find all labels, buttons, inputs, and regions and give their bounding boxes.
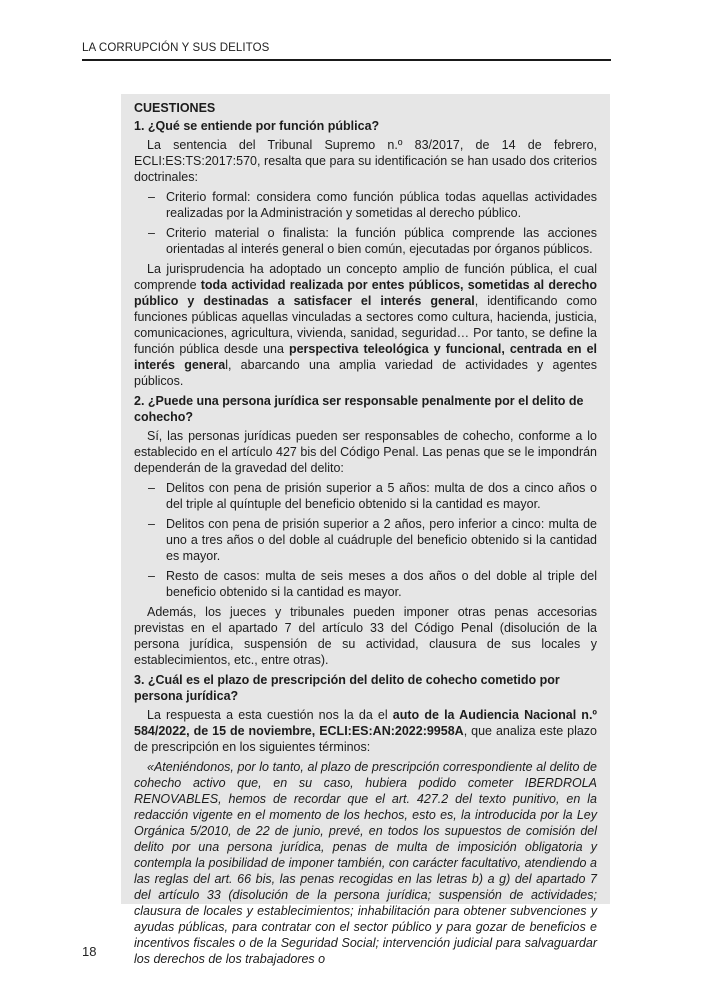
question-2-intro: Sí, las personas jurídicas pueden ser responsables de cohecho, conforme a lo establecido en el artículo 427 bis del Código Penal. Las penas que se le impondrán dependerán de la gravedad del delito: bbox=[134, 429, 597, 475]
penalties-list bbox=[134, 480, 597, 600]
list-item: – Criterio material o finalista: la función pública comprende las acciones orientadas al interés general o bien común, ejecutadas por órganos públicos. bbox=[134, 225, 597, 257]
question-1-heading: 1. ¿Qué se entiende por función pública? bbox=[134, 119, 380, 133]
criteria-list bbox=[134, 189, 597, 257]
question-3-heading: 3. ¿Cuál es el plazo de prescripción del delito de cohecho cometido por persona jurídica? bbox=[134, 673, 560, 703]
box-title: CUESTIONES bbox=[134, 101, 216, 115]
question-3-intro bbox=[134, 707, 597, 755]
quoted-ruling: «Ateniéndonos, por lo tanto, al plazo de prescripción correspondiente al delito de cohecho activo que, en su caso, hubiera podido cometer IBERDROLA RENOVABLES, hemos de recordar que el art. 427.2 del texto punitivo, en la redacción vigente en el momento de los hechos, esto es, la introducida por la Ley Orgánica 5/2010, de 22 de junio, prevé, en todos los supuestos de comisión del delito por una persona jurídica, penas de multa de imposición obligatoria y contempla la posibilidad de imponer también, con carácter facultativo, atendiendo a las reglas del art. 66 bis, las penas recogidas en las letras b) a g) del apartado 7 del artículo 33 (disolución de la persona jurídica; suspensión de actividades; clausura de locales y establecimientos; inhabilitación para obtener subvenciones y ayudas públicas, para contratar con el sector público y para gozar de beneficios e incentivos fiscales o de la Seguridad Social; intervención judicial para salvaguardar los derechos de los trabajadores o bbox=[134, 760, 597, 966]
text-run: , que analiza este plazo de prescripción en los siguientes términos: bbox=[134, 724, 598, 754]
page-number: 18 bbox=[82, 944, 97, 959]
text-run: l, abarcando una amplia variedad de actividades y agentes públicos. bbox=[134, 358, 597, 388]
bold-run: toda actividad realizada por entes públicos, sometidas al derecho público y destinadas a satisfacer el interés general bbox=[134, 278, 597, 308]
bold-run: perspectiva teleológica y funcional, centrada en el interés genera bbox=[134, 342, 597, 372]
question-1-intro: La sentencia del Tribunal Supremo n.º 83/2017, de 14 de febrero, ECLI:ES:TS:2017:570, resalta que para su identificación se han usado dos criterios doctrinales: bbox=[134, 138, 597, 184]
bold-run: auto de la Audiencia Nacional n.º 584/2022, de 15 de noviembre, ECLI:ES:AN:2022:9958A bbox=[134, 708, 597, 738]
question-1-answer bbox=[134, 261, 597, 389]
text-run: La respuesta a esta cuestión nos la da el bbox=[147, 708, 393, 722]
list-item: – Delitos con pena de prisión superior a 2 años, pero inferior a cinco: multa de uno a tres años o del doble al cuádruple del beneficio obtenido si la cantidad es mayor. bbox=[134, 516, 597, 564]
header-rule bbox=[82, 59, 611, 61]
list-item: – Criterio formal: considera como función pública todas aquellas actividades realizadas por la Administración y sometidas al derecho público. bbox=[134, 189, 597, 221]
text-run: , identificando como funciones públicas aquellas vinculadas a sectores como cultura, hacienda, justicia, comunicaciones, agricultura, vivienda, sanidad, seguridad… Por tanto, se define la función pública desde una bbox=[134, 294, 597, 356]
running-header: LA CORRUPCIÓN Y SUS DELITOS bbox=[82, 42, 270, 54]
list-item: – Resto de casos: multa de seis meses a dos años o del doble al triple del beneficio obtenido si la cantidad es mayor. bbox=[134, 568, 597, 600]
text-run: La jurisprudencia ha adoptado un concepto amplio de función pública, el cual comprende bbox=[134, 262, 597, 292]
question-2-heading: 2. ¿Puede una persona jurídica ser responsable penalmente por el delito de cohecho? bbox=[134, 394, 584, 424]
questions-box bbox=[121, 94, 610, 966]
question-2-extra: Además, los jueces y tribunales pueden imponer otras penas accesorias previstas en el apartado 7 del artículo 33 del Código Penal (disolución de la persona jurídica, suspensión de su actividad, clausura de sus locales y establecimientos, etc., entre otras). bbox=[134, 605, 597, 667]
list-item: – Delitos con pena de prisión superior a 5 años: multa de dos a cinco años o del triple al quíntuple del beneficio obtenido si la cantidad es mayor. bbox=[134, 480, 597, 512]
